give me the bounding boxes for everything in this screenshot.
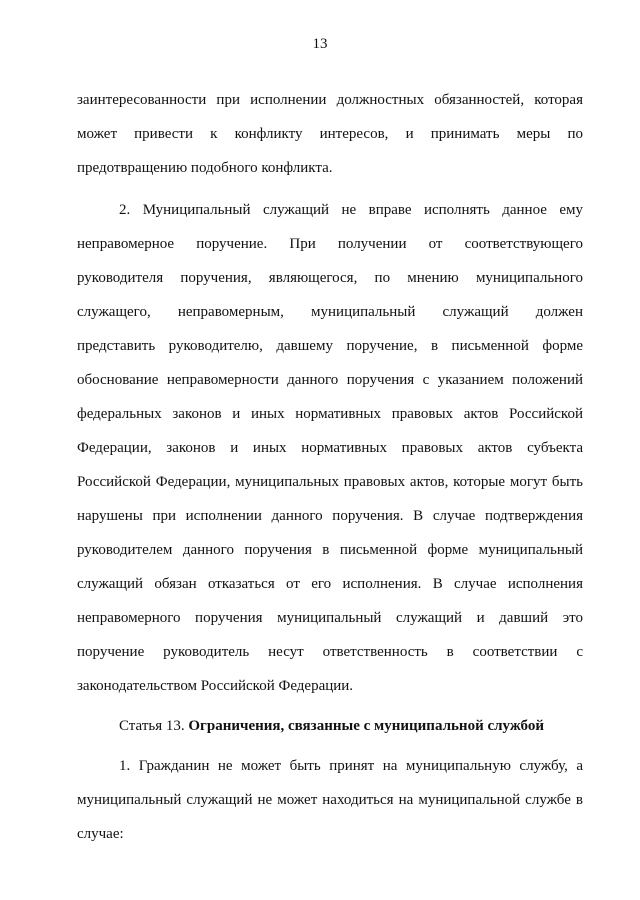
paragraph-line: Федерации, законов и иных нормативных правовых актов субъекта bbox=[77, 440, 583, 456]
paragraph-line: 1. Гражданин не может быть принят на муниципальную службу, а bbox=[119, 758, 583, 774]
paragraph-line: неправомерное поручение. При получении от соответствующего bbox=[77, 236, 583, 252]
paragraph-line: предотвращению подобного конфликта. bbox=[77, 160, 333, 176]
paragraph-line: может привести к конфликту интересов, и принимать меры по bbox=[77, 126, 583, 142]
paragraph-line: заинтересованности при исполнении должностных обязанностей, которая bbox=[77, 92, 583, 108]
paragraph-line: случае: bbox=[77, 826, 124, 842]
paragraph-line: представить руководителю, давшему поручение, в письменной форме bbox=[77, 338, 583, 354]
paragraph-line: обоснование неправомерности данного поручения с указанием положений bbox=[77, 372, 583, 388]
paragraph-line: муниципальный служащий не может находиться на муниципальной службе в bbox=[77, 792, 583, 808]
paragraph-line: нарушены при исполнении данного поручения. В случае подтверждения bbox=[77, 508, 583, 524]
article-title: Ограничения, связанные с муниципальной службой bbox=[188, 718, 544, 734]
paragraph-line: законодательством Российской Федерации. bbox=[77, 678, 354, 694]
paragraph-line: федеральных законов и иных нормативных правовых актов Российской bbox=[77, 406, 583, 422]
article-heading bbox=[77, 716, 583, 736]
paragraph-line: неправомерного поручения муниципальный служащий и давший это bbox=[77, 610, 583, 626]
paragraph-line: Российской Федерации, муниципальных правовых актов, которые могут быть bbox=[77, 474, 583, 490]
paragraph-line: 2. Муниципальный служащий не вправе исполнять данное ему bbox=[119, 202, 583, 218]
paragraph-line: руководителем данного поручения в письменной форме муниципальный bbox=[77, 542, 583, 558]
article-number: Статья 13. bbox=[119, 718, 189, 734]
paragraph-line: руководителя поручения, являющегося, по мнению муниципального bbox=[77, 270, 583, 286]
page-number: 13 bbox=[312, 36, 328, 52]
paragraph-line: служащий обязан отказаться от его исполнения. В случае исполнения bbox=[77, 576, 583, 592]
paragraph-line: поручение руководитель несут ответственность в соответствии с bbox=[77, 644, 583, 660]
paragraph-line: служащего, неправомерным, муниципальный служащий должен bbox=[77, 304, 583, 320]
